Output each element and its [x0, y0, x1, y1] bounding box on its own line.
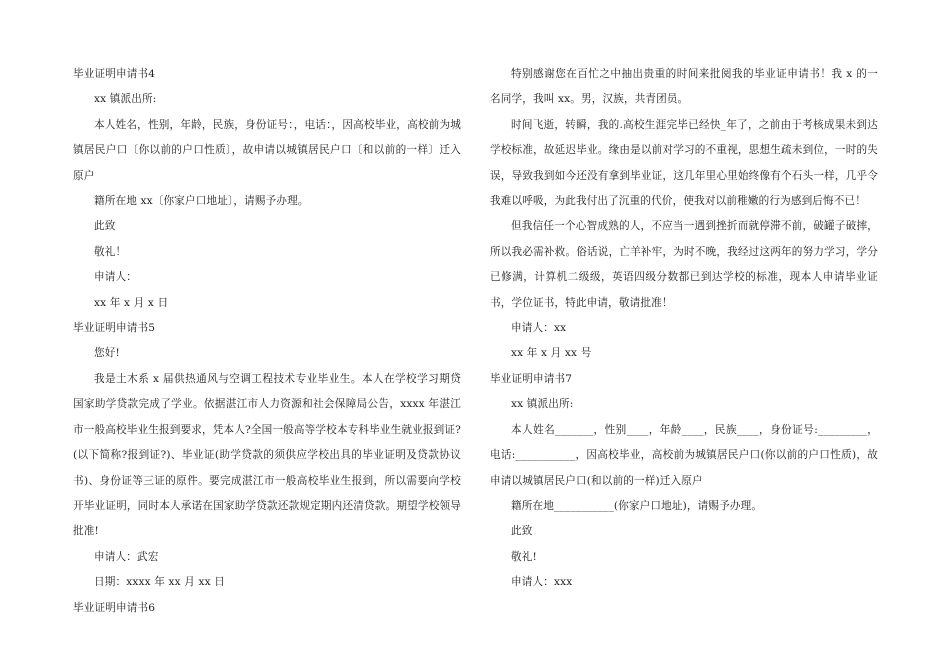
section-5-body: 我是土木系 x 届供热通风与空调工程技术专业毕业生。本人在学校学习期贷国家助学贷款完成了学业。依据湛江市人力资源和社会保障局公告，xxxx 年湛江市一般高校毕业生报到要求，凭本人?全国一般高等学校本专科毕业生就业报到证?(以下简称?报到证?)、毕业证(助学贷款的须供应学校出具的毕业证明及贷款协议书)、身份证等三证的原件。要完成湛江市一般高校毕业生报到，所以需要向学校开毕业证明，同时本人承诺在国家助学贷款还款规定期内还清贷款。期望学校领导批准! — [73, 372, 461, 538]
section-5-applicant: 申请人：武宏 — [94, 550, 159, 563]
section-4-closing-2: 敬礼！ — [94, 245, 127, 258]
section-6-title: 毕业证明申请书6 — [73, 601, 156, 614]
section-4-date: xx 年 x 月 x 日 — [94, 296, 169, 309]
section-6-thanks: 特别感谢您在百忙之中抽出贵重的时间来批阅我的毕业证申请书！我 x 的一名同学，我叫 xx。男，汉族，共青团员。 — [490, 68, 878, 106]
section-7-closing-1: 此致 — [511, 525, 533, 538]
section-7-addressee: xx 镇派出所: — [511, 398, 574, 411]
right-column — [490, 62, 878, 596]
section-4-applicant: 申请人： — [94, 271, 137, 284]
section-7-closing-2: 敬礼! — [511, 550, 537, 563]
section-4-body: 本人姓名，性别，年龄，民族，身份证号：，电话：，因高校毕业，高校前为城镇居民户口〔你以前的户口性质〕，故申请以城镇居民户口〔和以前的一样〕迁入原户 — [73, 118, 461, 182]
section-7-origin: 籍所在地___________(你家户口地址)，请赐予办理。 — [511, 499, 763, 512]
section-7-title: 毕业证明申请书7 — [490, 372, 573, 385]
section-7-applicant: 申请人：xxx — [511, 576, 573, 589]
section-5-title: 毕业证明申请书5 — [73, 322, 156, 335]
section-4-closing-1: 此致 — [94, 220, 116, 233]
section-6-paragraph-2: 时间飞逝，转瞬，我的.高校生涯完毕已经快_年了，之前由于考核成果未到达学校标准，故延迟毕业。缘由是以前对学习的不重视，思想生疏未到位，一时的失误，导致我到如今还没有拿到毕业证，这几年里心里始终像有个石头一样，几乎令我难以呼吸，为此我付出了沉重的代价，使我对以前稚嫩的行为感到后悔不已！ — [490, 118, 878, 208]
section-7-body: 本人姓名_______，性别____，年龄____，民族____，身份证号:_________，电话:___________，因高校毕业，高校前为城镇居民户口(你以前的户口性质)，故申请以城镇居民户口(和以前的一样)迁入原户 — [490, 423, 878, 487]
section-6-paragraph-3: 但我信任一个心智成熟的人，不应当一遇到挫折而就停滞不前，破罐子破摔，所以我必需补救。俗话说，亡羊补牢，为时不晚，我经过这两年的努力学习，学分已修满，计算机二级级，英语四级分数都已到达学校的标准，现本人申请毕业证书，学位证书，特此申请，敬请批准！ — [490, 220, 878, 309]
section-4-origin: 籍所在地 xx〔你家户口地址〕，请赐予办理。 — [94, 195, 309, 208]
section-5-greeting: 您好! — [94, 347, 120, 360]
section-6-date: xx 年 x 月 xx 号 — [511, 347, 592, 360]
left-column — [73, 62, 461, 621]
section-6-applicant: 申请人：xx — [511, 322, 567, 335]
section-4-addressee: xx 镇派出所: — [94, 93, 157, 106]
section-4-title: 毕业证明申请书4 — [73, 68, 156, 80]
section-5-date: 日期：xxxx 年 xx 月 xx 日 — [94, 576, 226, 589]
